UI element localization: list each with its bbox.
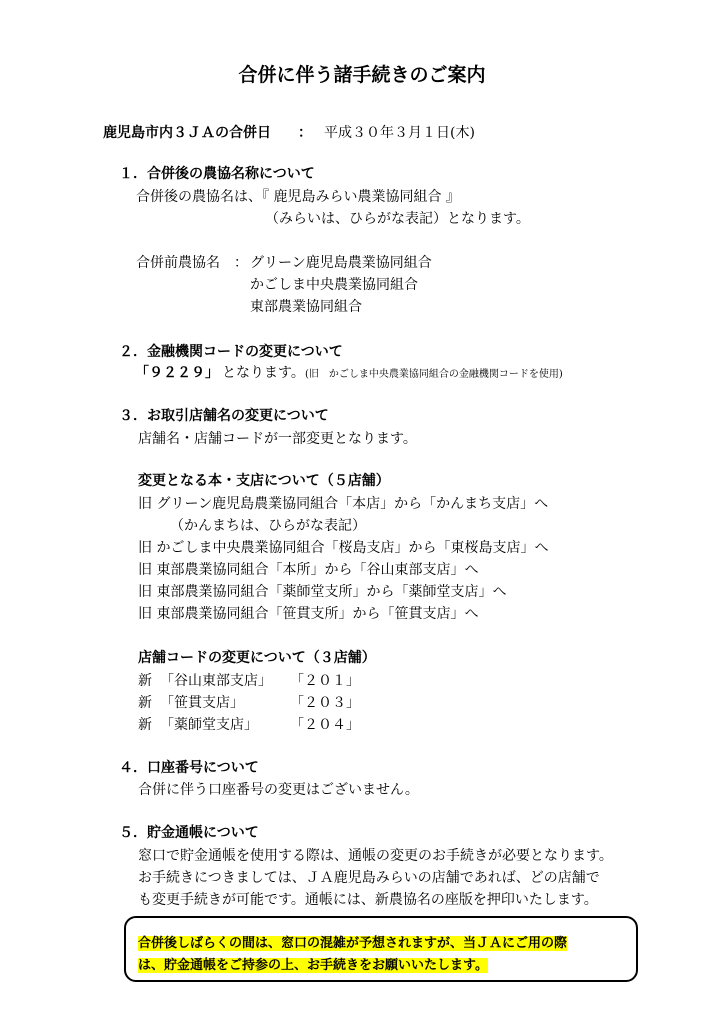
section-5-line3: も変更手続きが可能です。通帳には、新農協名の座版を押印いたします。	[138, 892, 598, 908]
branch-change-subheading: 変更となる本・支店について（５店舗）	[138, 473, 390, 489]
branch-change-1-note: （かんまちは、ひらがな表記）	[170, 518, 366, 534]
merger-date-value: 平成３０年３月１日(木)	[324, 125, 475, 141]
section-2-heading: ２．金融機関コードの変更について	[119, 344, 343, 360]
section-5-line2: お手続きにつきましては、ＪＡ鹿児島みらいの店舗であれば、どの店舗で	[138, 870, 600, 886]
store-code-name-3: 「薬師堂支店」	[160, 717, 258, 733]
store-code-prefix-1: 新	[138, 673, 152, 689]
merger-date-separator: ：	[298, 125, 312, 141]
previous-coop-label: 合併前農協名 ：	[136, 255, 248, 271]
store-code-value-1: 「２０１」	[290, 673, 360, 689]
section-1-heading: １．合併後の農協名称について	[119, 166, 315, 182]
previous-coop-name-1: グリーン鹿児島農業協同組合	[250, 255, 432, 271]
merger-date-label: 鹿児島市内３ＪＡの合併日	[103, 125, 271, 141]
store-code-name-1: 「谷山東部支店」	[160, 673, 272, 689]
notice-line-1: 合併後しばらくの間は、窓口の混雑が予想されますが、当ＪＡにご用の際	[138, 936, 568, 951]
section-1-line2: （みらいは、ひらがな表記）となります。	[265, 211, 530, 227]
store-code-value-2: 「２０３」	[290, 695, 360, 711]
section-5-heading: ５．貯金通帳について	[119, 825, 259, 841]
section-3-heading: ３．お取引店舗名の変更について	[119, 408, 329, 424]
branch-change-2: 旧 かごしま中央農業協同組合「桜島支店」から「東桜島支店」へ	[138, 540, 549, 556]
store-code-prefix-2: 新	[138, 695, 152, 711]
section-4-text: 合併に伴う口座番号の変更はございません。	[138, 782, 419, 798]
branch-change-5: 旧 東部農業協同組合「笹貫支所」から「笹貫支店」へ	[138, 606, 479, 622]
branch-change-4: 旧 東部農業協同組合「薬師堂支所」から「薬師堂支店」へ	[138, 584, 507, 600]
branch-change-1: 旧 グリーン鹿児島農業協同組合「本店」から「かんまち支店」へ	[138, 496, 549, 512]
section-3-intro: 店舗名・店舗コードが一部変更となります。	[138, 431, 417, 447]
store-code-subheading: 店舗コードの変更について（３店舗）	[138, 650, 376, 666]
previous-coop-name-3: 東部農業協同組合	[250, 299, 362, 315]
section-1-line1: 合併後の農協名は、『 鹿児島みらい農業協同組合 』	[136, 189, 460, 205]
page-title: 合併に伴う諸手続きのご案内	[238, 64, 486, 86]
branch-change-3: 旧 東部農業協同組合「本所」から「谷山東部支店」へ	[138, 562, 479, 578]
store-code-name-2: 「笹貫支店」	[160, 695, 244, 711]
bank-code: 「９２２９」	[135, 365, 219, 381]
section-5-line1: 窓口で貯金通帳を使用する際は、通帳の変更のお手続きが必要となります。	[138, 848, 613, 864]
bank-code-note: (旧 かごしま中央農業協同組合の金融機関コードを使用)	[305, 369, 563, 380]
store-code-prefix-3: 新	[138, 717, 152, 733]
previous-coop-name-2: かごしま中央農業協同組合	[250, 277, 418, 293]
notice-line-2: は、貯金通帳をご持参の上、お手続きをお願いいたします。	[138, 958, 488, 973]
section-4-heading: ４．口座番号について	[119, 760, 259, 776]
bank-code-text: となります。	[222, 365, 305, 381]
store-code-value-3: 「２０４」	[290, 717, 360, 733]
